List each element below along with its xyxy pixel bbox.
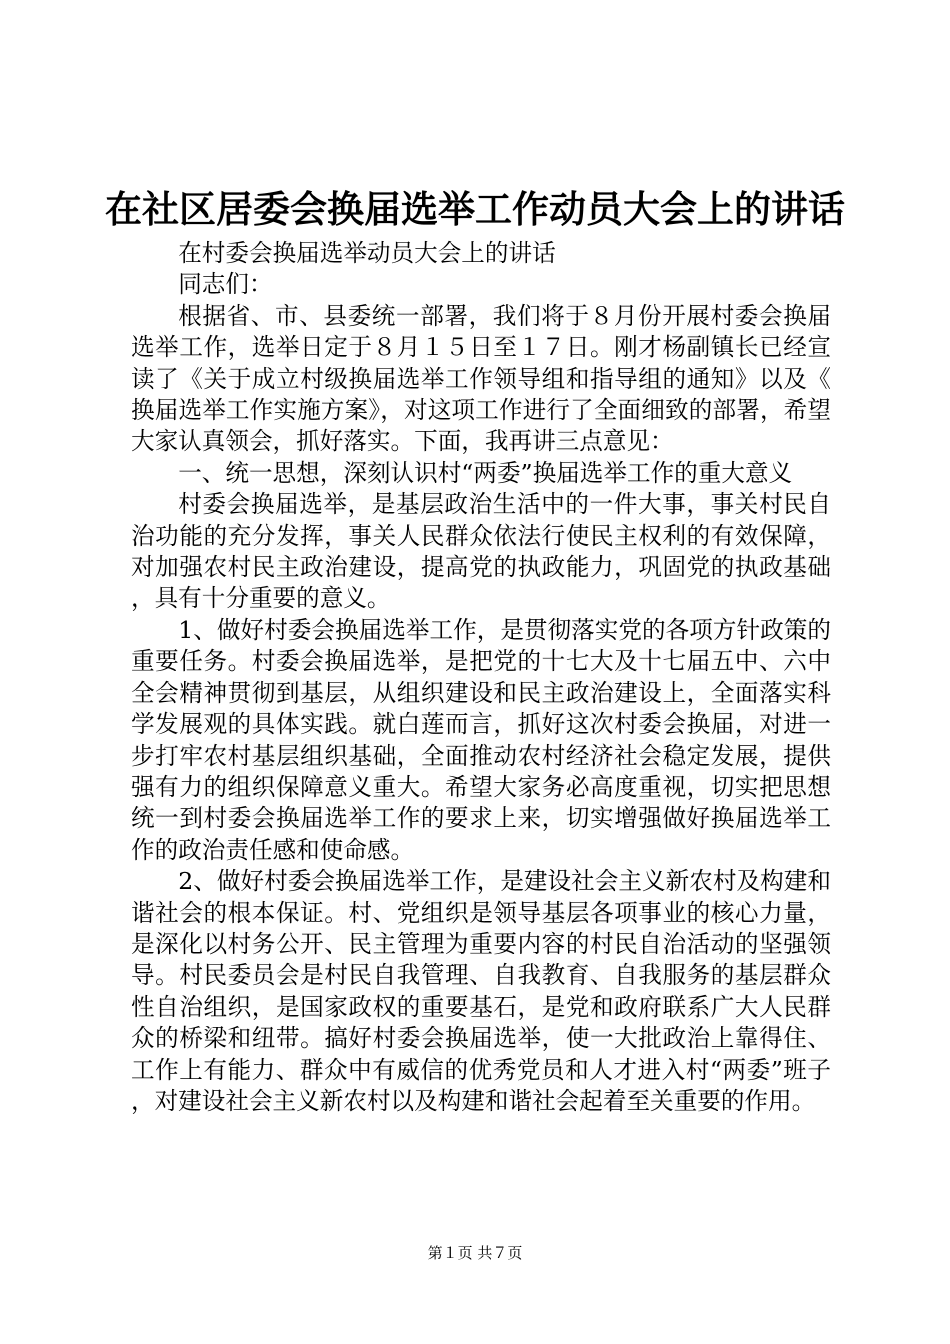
document-title: 在社区居委会换届选举工作动员大会上的讲话: [105, 187, 845, 231]
body-paragraph: 村委会换届选举，是基层政治生活中的一件大事，事关村民自治功能的充分发挥，事关人民群众依法行使民主权利的有效保障，对加强农村民主政治建设，提高党的执政能力，巩固党的执政基础，具有十分重要的意义。: [131, 490, 831, 613]
salutation-paragraph: 同志们：: [178, 270, 273, 299]
page-footer: 第１页 共７页: [427, 1244, 523, 1262]
document-body: [131, 238, 831, 1117]
body-paragraph: 1、做好村委会换届选举工作，是贯彻落实党的各项方针政策的重要任务。村委会换届选举，是把党的十七大及十七届五中、六中全会精神贯彻到基层，从组织建设和民主政治建设上，全面落实科学发展观的具体实践。就白莲而言，抓好这次村委会换届，对进一步打牢农村基层组织基础，全面推动农村经济社会稳定发展，提供强有力的组织保障意义重大。希望大家务必高度重视，切实把思想统一到村委会换届选举工作的要求上来，切实增强做好换届选举工作的政治责任感和使命感。: [131, 615, 831, 864]
body-paragraph: 2、做好村委会换届选举工作，是建设社会主义新农村及构建和谐社会的根本保证。村、党组织是领导基层各项事业的核心力量，是深化以村务公开、民主管理为重要内容的村民自治活动的坚强领导。村民委员会是村民自我管理、自我教育、自我服务的基层群众性自治组织，是国家政权的重要基石，是党和政府联系广大人民群众的桥梁和纽带。搞好村委会换届选举，使一大批政治上靠得住、工作上有能力、群众中有威信的优秀党员和人才进入村“两委”班子，对建设社会主义新农村以及构建和谐社会起着至关重要的作用。: [131, 867, 831, 1115]
subtitle-paragraph: 在村委会换届选举动员大会上的讲话: [178, 239, 556, 267]
section-heading-1: 一、统一思想，深刻认识村“两委”换届选举工作的重大意义: [178, 458, 793, 487]
intro-paragraph: 根据省、市、县委统一部署，我们将于８月份开展村委会换届选举工作，选举日定于８月１５日至１７日。刚才杨副镇长已经宣读了《关于成立村级换届选举工作领导组和指导组的通知》以及《换届选举工作实施方案》，对这项工作进行了全面细致的部署，希望大家认真领会，抓好落实。下面，我再讲三点意见：: [131, 301, 831, 456]
